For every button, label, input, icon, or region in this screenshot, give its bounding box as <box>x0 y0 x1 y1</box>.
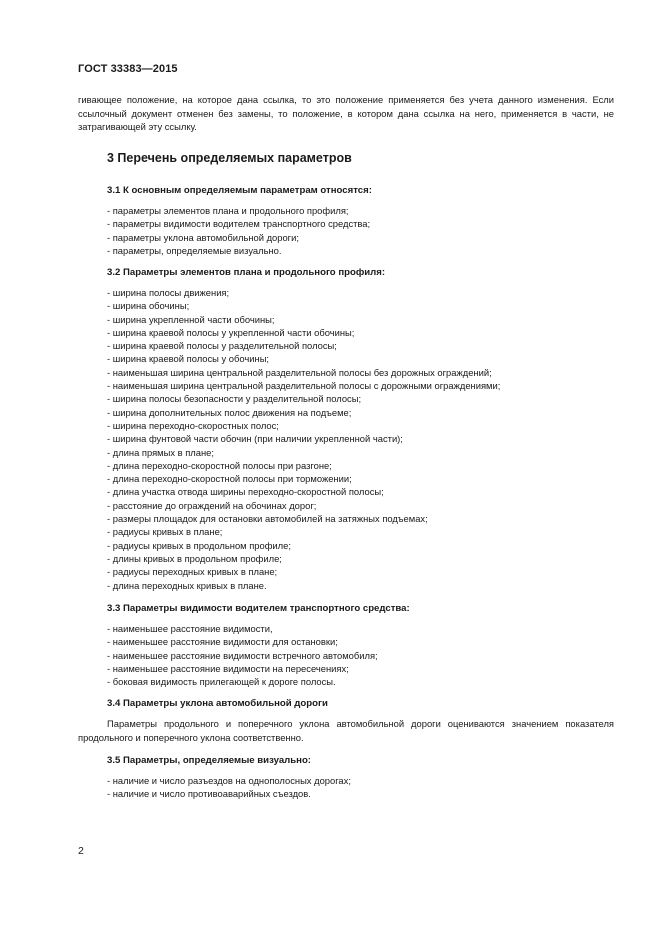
list-item: - ширина полосы движения; <box>107 286 500 299</box>
list-item: - радиусы кривых в плане; <box>107 525 500 538</box>
list-item: - боковая видимость прилегающей к дороге полосы. <box>107 675 378 688</box>
list-item: - длина участка отвода ширины переходно-скоростной полосы; <box>107 485 500 498</box>
list-item: - ширина переходно-скоростных полос; <box>107 419 500 432</box>
list-item: - длина переходных кривых в плане. <box>107 579 500 592</box>
list-item: - наличие и число разъездов на однополосных дорогах; <box>107 774 351 787</box>
list-item: - наименьшее расстояние видимости встречного автомобиля; <box>107 649 378 662</box>
subsection-3-2-heading: 3.2 Параметры элементов плана и продольного профиля: <box>107 267 386 278</box>
intro-paragraph: гивающее положение, на которое дана ссылка, то это положение применяется без учета данного изменения. Если ссылочный документ отменен без замены, то положение, в котором дана ссылка на него, применяется в части, не затрагивающей эту ссылку. <box>78 94 614 132</box>
list-item: - наименьшее расстояние видимости для остановки; <box>107 635 378 648</box>
list-item: - ширина полосы безопасности у разделительной полосы; <box>107 392 500 405</box>
list-item: - наличие и число противоаварийных съездов. <box>107 787 351 800</box>
list-item: - ширина краевой полосы у разделительной полосы; <box>107 339 500 352</box>
list-item: - длина прямых в плане; <box>107 446 500 459</box>
subsection-3-5-heading: 3.5 Параметры, определяемые визуально: <box>107 755 311 766</box>
list-item: - длина переходно-скоростной полосы при разгоне; <box>107 459 500 472</box>
list-item: - параметры видимости водителем транспортного средства; <box>107 217 370 230</box>
list-item: - радиусы кривых в продольном профиле; <box>107 539 500 552</box>
list-item: - расстояние до ограждений на обочинах дорог; <box>107 499 500 512</box>
list-item: - размеры площадок для остановки автомобилей на затяжных подъемах; <box>107 512 500 525</box>
list-item: - параметры элементов плана и продольного профиля; <box>107 204 370 217</box>
list-item: - ширина обочины; <box>107 299 500 312</box>
list-item: - длина переходно-скоростной полосы при торможении; <box>107 472 500 485</box>
page-number: 2 <box>78 845 84 857</box>
document-header: ГОСТ 33383—2015 <box>78 63 178 75</box>
subsection-3-1-heading: 3.1 К основным определяемым параметрам относятся: <box>107 185 372 196</box>
subsection-3-5-list <box>107 774 351 801</box>
subsection-3-4-heading: 3.4 Параметры уклона автомобильной дороги <box>107 698 328 709</box>
list-item: - наименьшее расстояние видимости, <box>107 622 378 635</box>
subsection-3-1-list <box>107 204 370 257</box>
subsection-3-3-heading: 3.3 Параметры видимости водителем транспортного средства: <box>107 603 410 614</box>
list-item: - ширина краевой полосы у обочины; <box>107 352 500 365</box>
list-item: - параметры уклона автомобильной дороги; <box>107 231 370 244</box>
list-item: - ширина укрепленной части обочины; <box>107 313 500 326</box>
section-title: 3 Перечень определяемых параметров <box>107 151 352 165</box>
list-item: - наименьшая ширина центральной разделительной полосы с дорожными ограждениями; <box>107 379 500 392</box>
subsection-3-4-text: Параметры продольного и поперечного уклона автомобильной дороги оцениваются значением показателя продольного и поперечного уклона соответственно. <box>78 718 614 743</box>
list-item: - длины кривых в продольном профиле; <box>107 552 500 565</box>
list-item: - наименьшая ширина центральной разделительной полосы без дорожных ограждений; <box>107 366 500 379</box>
list-item: - ширина фунтовой части обочин (при наличии укрепленной части); <box>107 432 500 445</box>
list-item: - наименьшее расстояние видимости на пересечениях; <box>107 662 378 675</box>
list-item: - ширина дополнительных полос движения на подъеме; <box>107 406 500 419</box>
list-item: - ширина краевой полосы у укрепленной части обочины; <box>107 326 500 339</box>
list-item: - параметры, определяемые визуально. <box>107 244 370 257</box>
subsection-3-3-list <box>107 622 378 688</box>
list-item: - радиусы переходных кривых в плане; <box>107 565 500 578</box>
subsection-3-2-list <box>107 286 500 592</box>
